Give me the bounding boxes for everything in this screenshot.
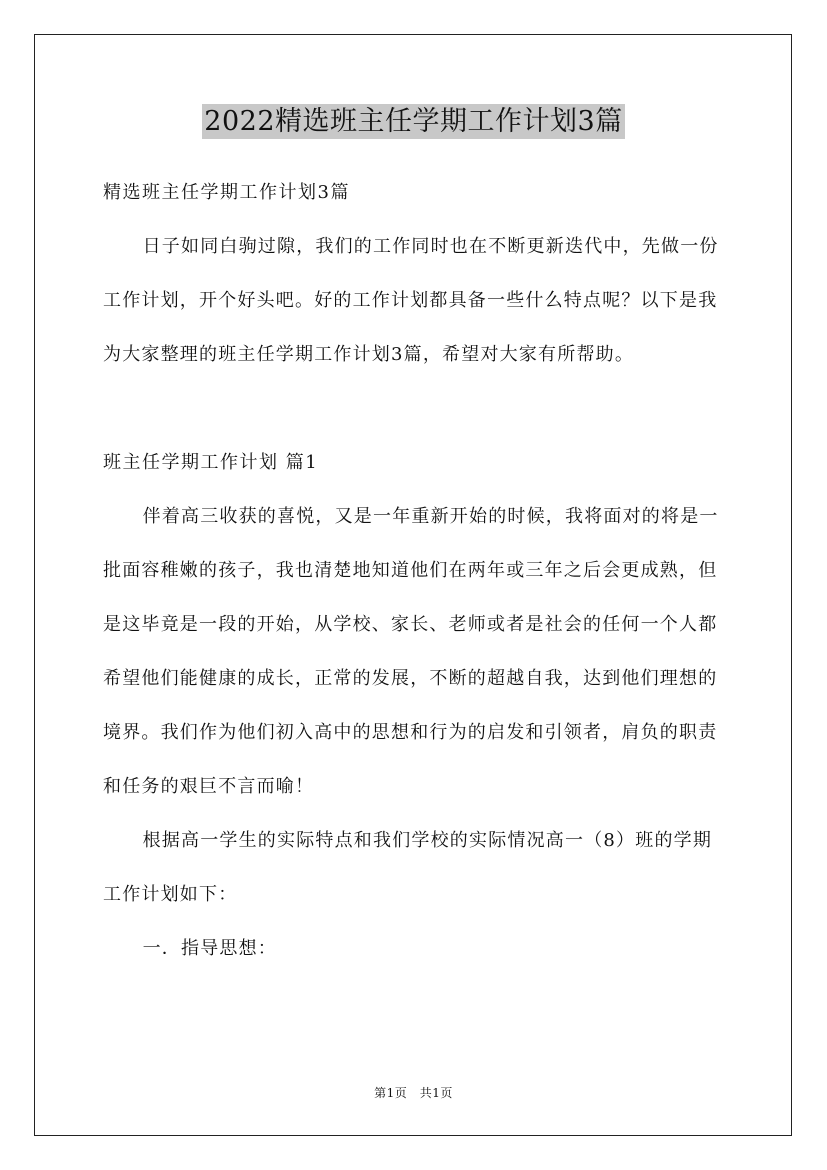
document-title-text: 2022精选班主任学期工作计划3篇 bbox=[204, 106, 623, 137]
document-subtitle: 精选班主任学期工作计划3篇 bbox=[103, 182, 350, 203]
body-paragraph-2: 根据高一学生的实际特点和我们学校的实际情况高一（8）班的学期工作计划如下： bbox=[103, 830, 713, 905]
document-title bbox=[0, 100, 827, 143]
section-heading: 班主任学期工作计划 篇1 bbox=[103, 452, 319, 473]
intro-paragraph: 日子如同白驹过隙，我们的工作同时也在不断更新迭代中，先做一份工作计划，开个好头吧。好的工作计划都具备一些什么特点呢？以下是我为大家整理的班主任学期工作计划3篇，希望对大家有所帮助。 bbox=[103, 236, 719, 365]
document-body bbox=[103, 166, 729, 976]
spacer bbox=[103, 382, 729, 436]
page-footer: 第1页 共1页 bbox=[374, 1086, 453, 1100]
outline-item-1: 一．指导思想： bbox=[142, 938, 277, 959]
body-paragraph-1: 伴着高三收获的喜悦，又是一年重新开始的时候，我将面对的将是一批面容稚嫩的孩子，我也清楚地知道他们在两年或三年之后会更成熟，但是这毕竟是一段的开始，从学校、家长、老师或者是社会的任何一个人都希望他们能健康的成长，正常的发展，不断的超越自我，达到他们理想的境界。我们作为他们初入高中的思想和行为的启发和引领者，肩负的职责和任务的艰巨不言而喻！ bbox=[103, 506, 719, 797]
